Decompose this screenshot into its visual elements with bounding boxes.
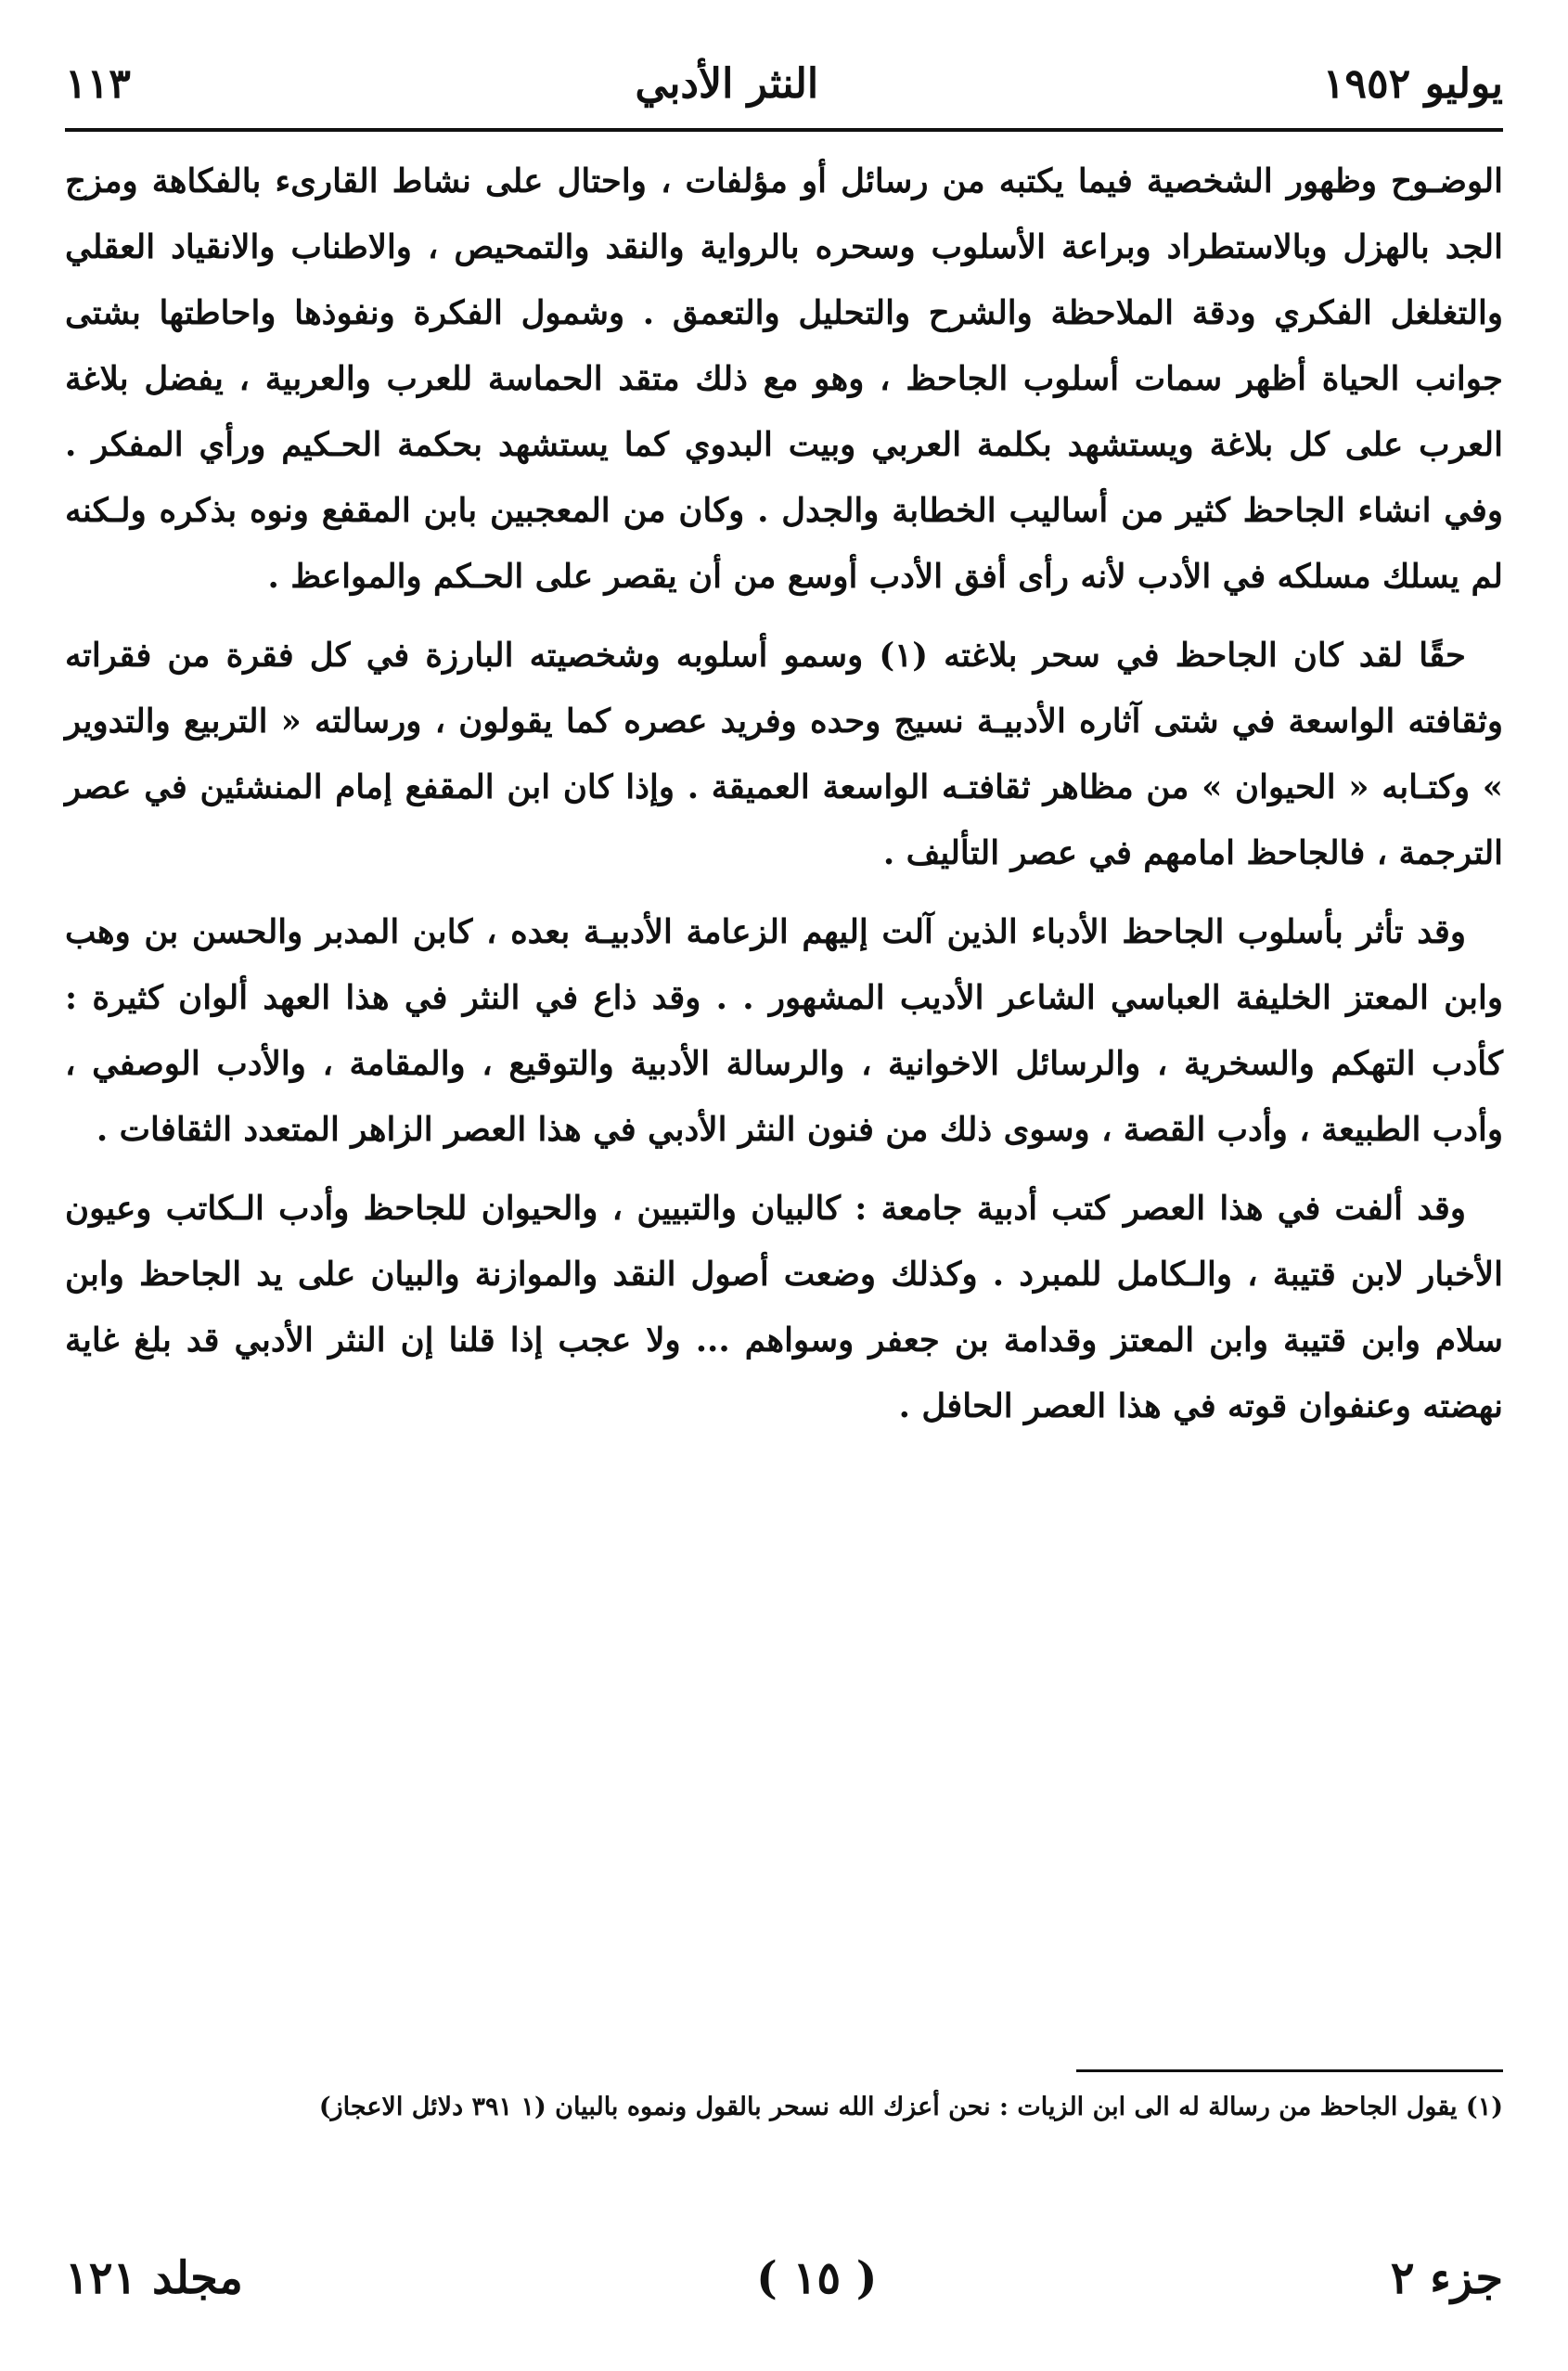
footnote-rule (1076, 2069, 1503, 2072)
header-rule (65, 128, 1503, 132)
document-page (65, 28, 1503, 2343)
footer-part: جزء ٢ (1390, 2252, 1503, 2304)
paragraph-2: حقًا لقد كان الجاحظ في سحر بلاغته (١) وسمو أسلوبه وشخصيته البارزة في كل فقرة من فقراته وثقافته الواسعة في شتى آثاره الأدبيـة نسيج وحده وفريد عصره كما يقولون ، ورسالته « التربيع والتدوير » وكتـابه « الحيوان » من مظاهر ثقافتـه الواسعة العميقة . وإذا كان ابن المقفع إمام المنشئين في عصر الترجمة ، فالجاحظ امامهم في عصر التأليف . (65, 637, 1503, 872)
paragraph-3: وقد تأثر بأسلوب الجاحظ الأدباء الذين آلت إليهم الزعامة الأدبيـة بعده ، كابن المدبر والحسن بن وهب وابن المعتز الخليفة العباسي الشاعر الأديب المشهور . . وقد ذاع في النثر في هذا العهد ألوان كثيرة : كأدب التهكم والسخرية ، والرسائل الاخوانية ، والرسالة الأدبية والتوقيع ، والمقامة ، والأدب الوصفي ، وأدب الطبيعة ، وأدب القصة ، وسوى ذلك من فنون النثر الأدبي في هذا العصر الزاهر المتعدد الثقافات . (65, 913, 1503, 1149)
header-title: النثر الأدبي (635, 59, 819, 108)
footnote: (١) يقول الجاحظ من رسالة له الى ابن الزيات : نحن أعزك الله نسحر بالقول ونموه بالبيان (١ ٣٩١ دلائل الاعجاز) (318, 2093, 1503, 2121)
page-footer (65, 2241, 1503, 2315)
footer-sheet-number: ( ١٥ ) (756, 2252, 878, 2304)
header-page-number: ١١٣ (65, 59, 131, 108)
main-text (65, 148, 1503, 1452)
paragraph-4: وقد ألفت في هذا العصر كتب أدبية جامعة : كالبيان والتبيين ، والحيوان للجاحظ وأدب الـكاتب وعيون الأخبار لابن قتيبة ، والـكامل للمبرد . وكذلك وضعت أصول النقد والموازنة والبيان على يد الجاحظ وابن سلام وابن قتيبة وابن المعتز وقدامة بن جعفر وسواهم ... ولا عجب إذا قلنا إن النثر الأدبي قد بلغ غاية نهضته وعنفوان قوته في هذا العصر الحافل . (65, 1190, 1503, 1425)
paragraph-1: الوضـوح وظهور الشخصية فيما يكتبه من رسائل أو مؤلفات ، واحتال على نشاط القارىء بالفكاهة ومزج الجد بالهزل وبالاستطراد وبراعة الأسلوب وسحره بالرواية والنقد والتمحيص ، والاطناب والانقياد العقلي والتغلغل الفكري ودقة الملاحظة والشرح والتحليل والتعمق . وشمول الفكرة ونفوذها واحاطتها بشتى جوانب الحياة أظهر سمات أسلوب الجاحظ ، وهو مع ذلك متقد الحماسة للعرب والعربية ، يفضل بلاغة العرب على كل بلاغة ويستشهد بكلمة العربي وبيت البدوي كما يستشهد بحكمة الحـكيم ورأي المفكر . وفي انشاء الجاحظ كثير من أساليب الخطابة والجدل . وكان من المعجبين بابن المقفع ونوه بذكره ولـكنه لم يسلك مسلكه في الأدب لأنه رأى أفق الأدب أوسع من أن يقصر على الحـكم والمواعظ . (65, 162, 1503, 596)
header-date: يوليو ١٩٥٢ (1322, 59, 1503, 108)
footer-volume: مجلد ١٢١ (65, 2252, 243, 2304)
page-header (65, 46, 1503, 121)
